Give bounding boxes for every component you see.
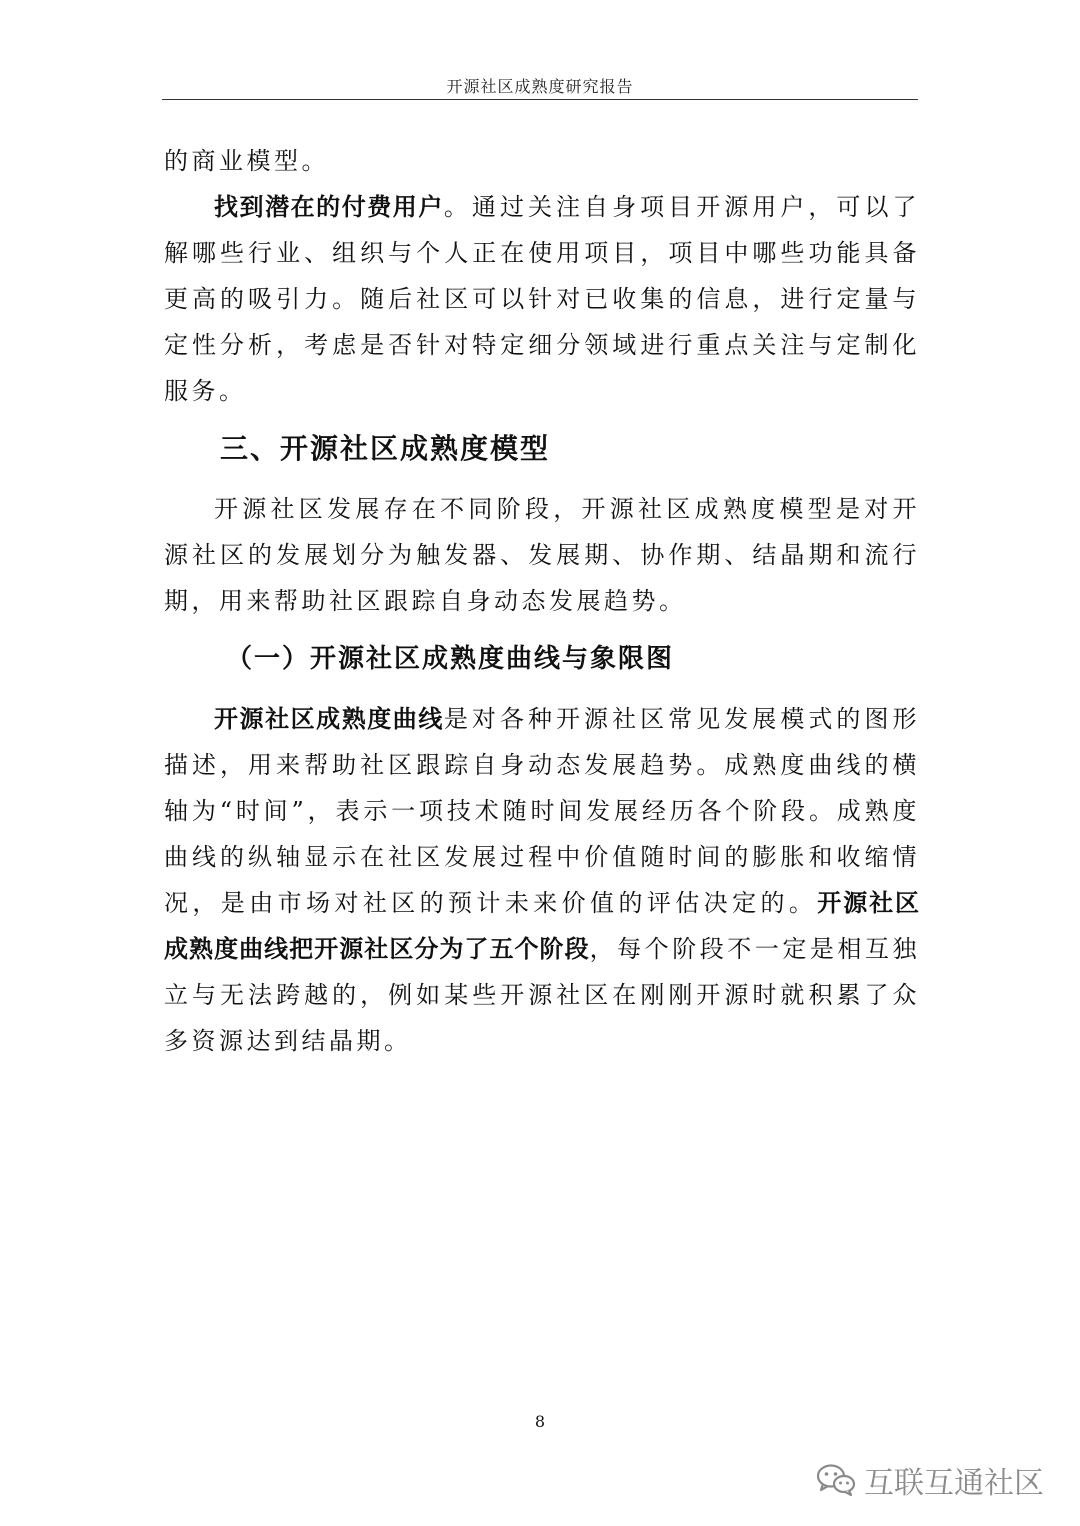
paragraph-text: ，每个阶段不一定是相互独立与无法跨越的，例如某些开源社区在刚刚开源时就积累了众多资源达到结晶期。: [164, 935, 921, 1055]
header-divider: [162, 99, 918, 100]
wechat-icon: [816, 1463, 856, 1497]
paragraph-business-model: 的商业模型。: [164, 147, 329, 175]
page-body: [164, 138, 920, 1064]
paragraph-maturity-curve: [164, 696, 920, 1064]
paragraph-text: 是对各种开源社区常见发展模式的图形描述，用来帮助社区跟踪自身动态发展趋势。成熟度曲线的横轴为“时间”，表示一项技术随时间发展经历各个阶段。成熟度曲线的纵轴显示在社区发展过程中价值随时间的膨胀和收缩情况，是由市场对社区的预计未来价值的评估决定的。: [164, 705, 920, 917]
page-number: 8: [534, 1412, 546, 1431]
watermark-text: 互联互通社区: [864, 1466, 1044, 1501]
bold-phrase: 开源社区成熟度曲线把开源社区分为了五个阶段: [164, 889, 921, 963]
paragraph-paying-users: [164, 184, 920, 414]
section-heading: 三、开源社区成熟度模型: [220, 432, 551, 465]
bold-phrase: 开源社区成熟度曲线: [214, 705, 444, 733]
paragraph-model-intro: 开源社区发展存在不同阶段，开源社区成熟度模型是对开源社区的发展划分为触发器、发展期、协作期、结晶期和流行期，用来帮助社区跟踪自身动态发展趋势。: [164, 495, 920, 615]
subsection-heading: （一）开源社区成熟度曲线与象限图: [226, 644, 675, 674]
bold-phrase: 找到潜在的付费用户: [214, 193, 444, 221]
watermark: [816, 1458, 1044, 1502]
running-header: 开源社区成熟度研究报告: [446, 77, 634, 96]
paragraph-text: 。通过关注自身项目开源用户，可以了解哪些行业、组织与个人正在使用项目，项目中哪些功能具备更高的吸引力。随后社区可以针对已收集的信息，进行定量与定性分析，考虑是否针对特定细分领域进行重点关注与定制化服务。: [164, 193, 920, 405]
